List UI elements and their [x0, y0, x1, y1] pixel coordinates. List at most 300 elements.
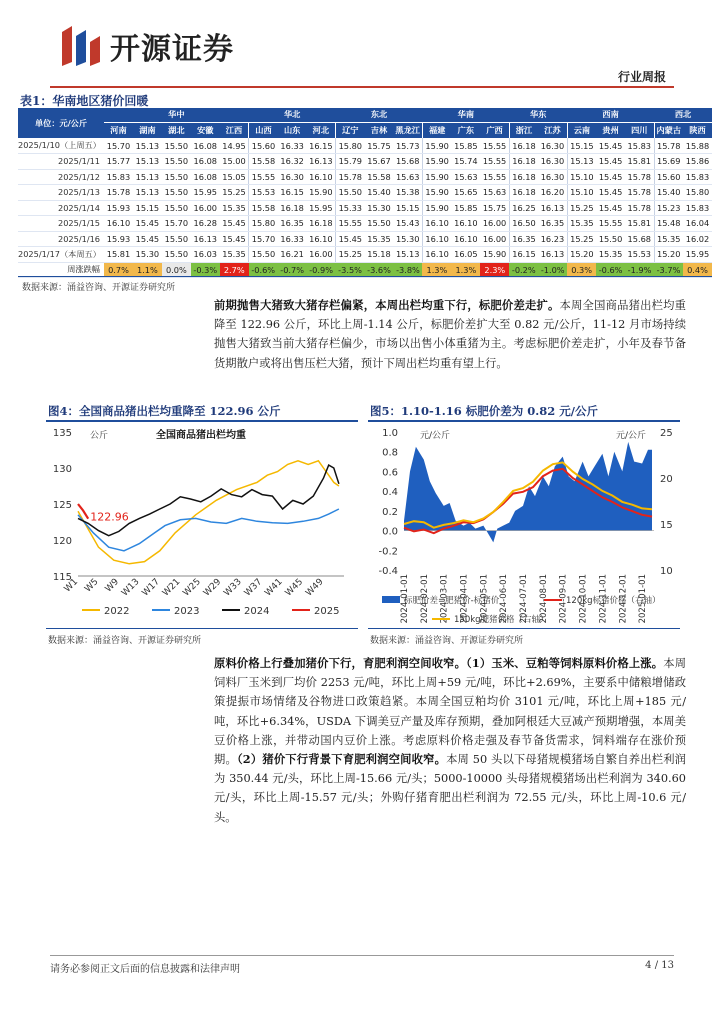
- price-cell: 15.68: [393, 154, 422, 170]
- price-cell: 16.35: [278, 216, 307, 232]
- price-cell: 15.55: [249, 169, 278, 185]
- price-cell: 15.00: [220, 154, 249, 170]
- price-cell: 15.55: [480, 169, 509, 185]
- table-row: [18, 169, 712, 185]
- price-cell: 15.55: [480, 138, 509, 154]
- price-cell: 16.03: [191, 247, 220, 263]
- price-cell: 15.35: [567, 216, 596, 232]
- y-right-tick-label: 15: [660, 520, 673, 531]
- x-tick-label: W5: [83, 577, 101, 595]
- province-header: 四川: [625, 122, 654, 138]
- price-cell: 15.40: [365, 185, 394, 201]
- y-tick-label: 135: [52, 428, 72, 439]
- province-header: 河南: [104, 122, 133, 138]
- y-left-tick-label: 0.0: [382, 526, 398, 538]
- fig5-title-rule: [368, 420, 680, 422]
- price-cell: 15.81: [625, 216, 654, 232]
- price-cell: 15.93: [104, 200, 133, 216]
- price-cell: 15.45: [596, 200, 625, 216]
- price-cell: 15.45: [596, 169, 625, 185]
- region-group-header: 华南: [422, 108, 509, 122]
- fig5-bottom-rule: [368, 628, 680, 629]
- price-cell: 16.18: [509, 185, 538, 201]
- row-date: 2025/1/17（本周五）: [18, 247, 104, 263]
- price-cell: 15.58: [249, 200, 278, 216]
- change-cell: 0.3%: [567, 262, 596, 278]
- price-cell: 16.10: [307, 169, 336, 185]
- change-cell: -3.8%: [393, 262, 422, 278]
- row-date: 2025/1/13: [18, 185, 104, 201]
- paragraph-cost-body2: 本周 50 头以下母猪规模猪场自繁自养出栏利润为 350.44 元/头，环比上周-15.66 元/头；5000-10000 头母猪规模猪场出栏利润为 340.60 元/头，环比上周-15.57 元/头；外购仔猪育肥出栏利润为 72.55 元/头，环比上周-10.6 元/头。: [214, 753, 686, 824]
- price-cell: 15.30: [365, 200, 394, 216]
- y-right-tick-label: 20: [660, 474, 673, 485]
- change-cell: -3.7%: [654, 262, 683, 278]
- x-tick-label: 2024-04-01: [459, 574, 470, 624]
- price-cell: 15.93: [104, 231, 133, 247]
- y-right-axis-label: 元/公斤: [616, 431, 647, 441]
- province-header: 福建: [422, 122, 451, 138]
- fig5-chart: [366, 424, 682, 628]
- price-cell: 16.08: [191, 138, 220, 154]
- price-cell: 15.05: [220, 169, 249, 185]
- change-cell: 2.7%: [220, 262, 249, 278]
- price-cell: 16.33: [278, 231, 307, 247]
- y-tick-label: 120: [52, 536, 72, 547]
- price-cell: 15.50: [162, 185, 191, 201]
- price-cell: 15.50: [249, 247, 278, 263]
- province-header: 广东: [451, 122, 480, 138]
- price-cell: 15.83: [625, 138, 654, 154]
- price-cell: 16.13: [538, 247, 567, 263]
- region-group-header: 华中: [104, 108, 249, 122]
- change-cell: -0.2%: [509, 262, 538, 278]
- y-right-tick-label: 25: [660, 428, 673, 439]
- price-cell: 15.45: [596, 185, 625, 201]
- price-cell: 15.69: [654, 154, 683, 170]
- price-cell: 15.70: [104, 138, 133, 154]
- legend-label: 2024: [244, 606, 270, 617]
- price-cell: 15.83: [104, 169, 133, 185]
- price-cell: 15.75: [365, 138, 394, 154]
- price-cell: 16.00: [191, 200, 220, 216]
- price-cell: 15.58: [365, 169, 394, 185]
- price-cell: 15.53: [625, 247, 654, 263]
- price-cell: 16.00: [307, 247, 336, 263]
- price-cell: 16.35: [538, 216, 567, 232]
- legend-label: 120kg标猪价格（右轴）: [566, 596, 661, 606]
- price-cell: 15.15: [567, 138, 596, 154]
- price-cell: 15.50: [162, 169, 191, 185]
- unit-label: 单位：元/公斤: [18, 108, 104, 138]
- price-cell: 15.63: [480, 185, 509, 201]
- province-header: 黑龙江: [393, 122, 422, 138]
- paragraph-weight: [214, 296, 686, 373]
- x-tick-label: W41: [263, 577, 285, 599]
- price-cell: 15.78: [336, 169, 365, 185]
- province-header: 云南: [567, 122, 596, 138]
- table-row: [18, 185, 712, 201]
- price-cell: 15.68: [625, 231, 654, 247]
- region-group-header: 东北: [336, 108, 423, 122]
- table-row: [18, 216, 712, 232]
- x-tick-label: 2024-03-01: [439, 574, 450, 624]
- y-left-tick-label: 0.6: [382, 467, 398, 479]
- price-cell: 15.80: [249, 216, 278, 232]
- price-cell: 16.23: [538, 231, 567, 247]
- logo-text: 开源证券: [110, 32, 234, 67]
- x-tick-label: W1: [62, 577, 81, 595]
- price-cell: 15.90: [422, 200, 451, 216]
- price-cell: 15.90: [422, 154, 451, 170]
- price-cell: 16.50: [509, 216, 538, 232]
- x-tick-label: 2025-01-01: [638, 574, 649, 624]
- price-cell: 15.83: [683, 169, 712, 185]
- price-cell: 15.18: [365, 247, 394, 263]
- province-header: 山东: [278, 122, 307, 138]
- price-cell: 15.25: [567, 200, 596, 216]
- price-cell: 15.50: [162, 231, 191, 247]
- y-left-tick-label: -0.2: [378, 546, 398, 558]
- price-cell: 15.25: [336, 247, 365, 263]
- province-header: 浙江: [509, 122, 538, 138]
- price-cell: 15.55: [596, 216, 625, 232]
- region-group-header: 华东: [509, 108, 567, 122]
- table-source: 数据来源：涌益咨询、开源证券研究所: [22, 283, 176, 293]
- change-cell: -3.5%: [336, 262, 365, 278]
- price-cell: 15.20: [567, 247, 596, 263]
- price-cell: 16.13: [307, 154, 336, 170]
- y-right-tick-label: 10: [660, 566, 673, 577]
- fig5-title: 图5：1.10-1.16 标肥价差为 0.82 元/公斤: [370, 404, 599, 418]
- price-cell: 15.45: [133, 216, 162, 232]
- province-header: 湖南: [133, 122, 162, 138]
- price-cell: 16.30: [538, 169, 567, 185]
- x-tick-label: 2024-11-01: [598, 574, 609, 624]
- price-cell: 15.90: [480, 247, 509, 263]
- x-tick-label: W25: [181, 577, 203, 599]
- price-cell: 15.83: [683, 200, 712, 216]
- x-tick-label: W17: [140, 577, 162, 599]
- price-cell: 15.25: [567, 231, 596, 247]
- price-cell: 15.90: [307, 185, 336, 201]
- price-cell: 15.90: [422, 169, 451, 185]
- price-cell: 15.78: [104, 185, 133, 201]
- region-group-header: 西北: [654, 108, 712, 122]
- price-cell: 15.30: [133, 247, 162, 263]
- price-cell: 15.95: [683, 247, 712, 263]
- price-cell: 16.15: [307, 138, 336, 154]
- province-header: 江苏: [538, 122, 567, 138]
- price-cell: 15.48: [654, 216, 683, 232]
- logo-icon: [58, 22, 104, 68]
- x-tick-label: 2024-02-01: [419, 574, 430, 624]
- price-cell: 16.18: [278, 200, 307, 216]
- legend-label: 标肥价差=肥猪价-标猪价: [404, 596, 500, 606]
- price-cell: 15.15: [393, 200, 422, 216]
- price-cell: 16.18: [509, 169, 538, 185]
- price-cell: 16.10: [451, 216, 480, 232]
- fig5-source: 数据来源：涌益咨询、开源证券研究所: [370, 636, 524, 646]
- price-cell: 15.15: [133, 200, 162, 216]
- fig4-title: 图4：全国商品猪出栏均重降至 122.96 公斤: [48, 404, 281, 418]
- price-cell: 16.08: [191, 154, 220, 170]
- price-cell: 15.10: [567, 185, 596, 201]
- price-cell: 15.35: [220, 247, 249, 263]
- x-tick-label: W29: [201, 577, 224, 599]
- price-cell: 15.75: [480, 200, 509, 216]
- province-header: 江西: [220, 122, 249, 138]
- price-cell: 16.00: [480, 216, 509, 232]
- price-cell: 15.80: [683, 185, 712, 201]
- price-cell: 15.23: [654, 200, 683, 216]
- footer-disclaimer: 请务必参阅正文后面的信息披露和法律声明: [50, 964, 240, 975]
- province-header: 陕西: [683, 122, 712, 138]
- price-cell: 16.30: [538, 154, 567, 170]
- row-date: 2025/1/10（上周五）: [18, 138, 104, 154]
- price-cell: 15.78: [625, 169, 654, 185]
- price-cell: 15.85: [451, 200, 480, 216]
- legend-label: 2023: [174, 606, 200, 617]
- province-header: 内蒙古: [654, 122, 683, 138]
- footer-divider: [50, 955, 674, 956]
- price-cell: 15.50: [162, 200, 191, 216]
- fig4-source: 数据来源：涌益咨询、开源证券研究所: [48, 636, 202, 646]
- price-cell: 15.50: [365, 216, 394, 232]
- price-cell: 16.02: [683, 231, 712, 247]
- chart-title: 全国商品猪出栏均重: [156, 430, 246, 441]
- price-cell: 15.70: [162, 216, 191, 232]
- price-cell: 15.81: [625, 154, 654, 170]
- region-group-header: 华北: [249, 108, 336, 122]
- price-cell: 16.35: [509, 231, 538, 247]
- price-cell: 15.85: [451, 138, 480, 154]
- price-cell: 14.95: [220, 138, 249, 154]
- price-cell: 15.86: [683, 154, 712, 170]
- x-tick-label: 2024-12-01: [618, 574, 629, 624]
- price-cell: 16.15: [509, 247, 538, 263]
- price-cell: 15.78: [625, 185, 654, 201]
- header-divider: [50, 86, 674, 88]
- price-cell: 15.50: [162, 247, 191, 263]
- price-table: [18, 108, 712, 278]
- y-left-tick-label: 1.0: [382, 428, 398, 439]
- y-tick-label: 115: [52, 572, 72, 583]
- price-cell: 15.78: [625, 200, 654, 216]
- price-cell: 15.50: [336, 185, 365, 201]
- price-cell: 15.13: [133, 169, 162, 185]
- legend-label: 150kg肥猪价格（右轴）: [454, 615, 549, 625]
- y-left-tick-label: 0.8: [382, 447, 398, 459]
- price-cell: 16.30: [278, 169, 307, 185]
- paragraph-cost: [214, 654, 686, 827]
- x-tick-label: 2024-01-01: [400, 574, 410, 624]
- price-cell: 15.78: [654, 138, 683, 154]
- paragraph-cost-lead2: （2）猪价下行背景下育肥利润空间收窄。: [236, 752, 447, 767]
- price-cell: 15.45: [133, 231, 162, 247]
- price-cell: 15.40: [654, 185, 683, 201]
- series-line-2024: [78, 465, 339, 536]
- x-tick-label: W33: [222, 577, 244, 599]
- price-cell: 15.45: [596, 138, 625, 154]
- change-cell: 1.3%: [451, 262, 480, 278]
- table-group-header: [18, 108, 712, 122]
- x-tick-label: W37: [242, 577, 265, 599]
- province-header: 湖北: [162, 122, 191, 138]
- price-cell: 15.88: [683, 138, 712, 154]
- paragraph-cost-body1: 本周饲料厂玉米到厂均价 2253 元/吨，环比上周+59 元/吨，环比+2.69%，主要系中储粮增储政策提振市场情绪及谷物进口政策趋紧。本周全国豆粕均价 3101 元/吨，环比上周+185 元/吨，环比+6.34%，USDA 下调美豆产量及库存预期，叠加阿根廷大豆减产预期增强，本周美豆价格上涨，并带动国内豆价上涨。考虑原料价格走强及春节备货需求，饲料端存在涨价预期。: [214, 657, 686, 767]
- row-date: 2025/1/15: [18, 216, 104, 232]
- price-cell: 16.00: [480, 231, 509, 247]
- price-cell: 16.20: [538, 185, 567, 201]
- price-cell: 15.55: [336, 216, 365, 232]
- fig4-bottom-rule: [46, 628, 358, 629]
- x-tick-label: 2024-06-01: [499, 574, 510, 624]
- price-cell: 16.28: [191, 216, 220, 232]
- row-date: 2025/1/11: [18, 154, 104, 170]
- y-left-axis-label: 元/公斤: [420, 431, 451, 441]
- price-cell: 15.13: [393, 247, 422, 263]
- price-cell: 15.30: [393, 231, 422, 247]
- price-cell: 15.45: [220, 216, 249, 232]
- price-cell: 16.10: [307, 231, 336, 247]
- y-axis-label: 公斤: [90, 431, 109, 441]
- price-cell: 16.13: [191, 231, 220, 247]
- paragraph-cost-lead: 原料价格上行叠加猪价下行，育肥利润空间收窄。（1）玉米、豆粕等饲料原料价格上涨。: [214, 656, 664, 670]
- province-header: 河北: [307, 122, 336, 138]
- change-cell: 0.0%: [162, 262, 191, 278]
- price-cell: 15.63: [393, 169, 422, 185]
- price-cell: 15.35: [365, 231, 394, 247]
- price-cell: 16.30: [538, 138, 567, 154]
- price-cell: 16.10: [422, 216, 451, 232]
- price-cell: 15.35: [596, 247, 625, 263]
- price-cell: 16.10: [422, 247, 451, 263]
- price-cell: 15.95: [191, 185, 220, 201]
- table-row: [18, 200, 712, 216]
- price-cell: 15.45: [220, 231, 249, 247]
- price-cell: 15.95: [307, 200, 336, 216]
- change-cell: -3.6%: [365, 262, 394, 278]
- price-cell: 16.13: [538, 200, 567, 216]
- price-cell: 15.20: [654, 247, 683, 263]
- price-cell: 16.10: [104, 216, 133, 232]
- province-header: 吉林: [365, 122, 394, 138]
- price-cell: 15.77: [104, 154, 133, 170]
- price-cell: 16.18: [509, 154, 538, 170]
- x-tick-label: W21: [160, 577, 183, 599]
- legend-swatch-area: [382, 596, 400, 603]
- price-cell: 16.05: [451, 247, 480, 263]
- price-cell: 15.13: [133, 154, 162, 170]
- price-cell: 15.73: [393, 138, 422, 154]
- price-cell: 15.38: [393, 185, 422, 201]
- page-number: 4 / 13: [645, 960, 674, 971]
- province-header: 山西: [249, 122, 278, 138]
- price-cell: 15.79: [336, 154, 365, 170]
- price-cell: 15.50: [162, 154, 191, 170]
- paragraph-weight-lead: 前期抛售大猪致大猪存栏偏紧，本周出栏均重下行，标肥价差走扩。: [214, 298, 560, 312]
- legend-label: 2025: [314, 606, 340, 617]
- price-cell: 15.13: [133, 185, 162, 201]
- province-header: 安徽: [191, 122, 220, 138]
- change-cell: -1.0%: [538, 262, 567, 278]
- price-cell: 15.45: [596, 154, 625, 170]
- x-tick-label: 2024-05-01: [479, 574, 490, 624]
- change-cell: -0.9%: [307, 262, 336, 278]
- x-tick-label: W13: [120, 577, 142, 599]
- price-cell: 15.45: [336, 231, 365, 247]
- change-cell: 1.1%: [133, 262, 162, 278]
- x-tick-label: W49: [304, 577, 326, 599]
- y-left-tick-label: 0.4: [382, 487, 398, 499]
- price-cell: 15.35: [654, 231, 683, 247]
- price-cell: 15.58: [249, 154, 278, 170]
- area-spread: [404, 442, 652, 543]
- price-cell: 15.60: [249, 138, 278, 154]
- price-cell: 16.32: [278, 154, 307, 170]
- price-cell: 15.35: [220, 200, 249, 216]
- province-header: 广西: [480, 122, 509, 138]
- price-cell: 15.60: [654, 169, 683, 185]
- price-cell: 16.10: [451, 231, 480, 247]
- change-cell: -1.9%: [625, 262, 654, 278]
- price-cell: 16.18: [307, 216, 336, 232]
- x-tick-label: 2024-10-01: [578, 574, 589, 624]
- price-cell: 15.81: [104, 247, 133, 263]
- table-row: [18, 247, 712, 263]
- price-cell: 16.08: [191, 169, 220, 185]
- table-row: [18, 154, 712, 170]
- price-cell: 15.65: [451, 185, 480, 201]
- y-tick-label: 130: [52, 464, 72, 475]
- price-cell: 16.10: [422, 231, 451, 247]
- row-date: 2025/1/16: [18, 231, 104, 247]
- change-cell: 2.3%: [480, 262, 509, 278]
- table-caption: 表1：华南地区猪价回暖: [20, 94, 149, 108]
- report-type: 行业周报: [617, 70, 666, 84]
- table-row: [18, 231, 712, 247]
- region-group-header: 西南: [567, 108, 654, 122]
- province-header: 辽宁: [336, 122, 365, 138]
- change-cell: -0.6%: [249, 262, 278, 278]
- price-cell: 16.33: [278, 138, 307, 154]
- price-cell: 15.25: [220, 185, 249, 201]
- price-cell: 15.90: [422, 138, 451, 154]
- x-tick-label: W9: [103, 577, 122, 595]
- y-left-tick-label: -0.4: [378, 566, 398, 577]
- price-cell: 15.13: [133, 138, 162, 154]
- price-cell: 15.43: [393, 216, 422, 232]
- price-cell: 15.67: [365, 154, 394, 170]
- change-cell: -0.7%: [278, 262, 307, 278]
- price-cell: 16.25: [509, 200, 538, 216]
- price-cell: 15.63: [451, 169, 480, 185]
- table-row: [18, 138, 712, 154]
- price-cell: 16.04: [683, 216, 712, 232]
- x-tick-label: 2024-08-01: [538, 574, 549, 624]
- y-tick-label: 125: [52, 500, 72, 511]
- price-cell: 15.50: [596, 231, 625, 247]
- price-cell: 15.90: [422, 185, 451, 201]
- price-cell: 15.55: [480, 154, 509, 170]
- price-cell: 15.10: [567, 169, 596, 185]
- paragraph-weight-body: 本周全国商品猪出栏均重降至 122.96 公斤，环比上周-1.14 公斤，标肥价差扩大至 0.82 元/公斤，11-12 月市场持续抛售大猪致当前大猪存栏偏少，市场以出售小体重猪为主。考虑标肥价差走扩，小年及春节备货期散户或将出售压栏大猪，预计下周出栏均重有望上行。: [214, 299, 686, 370]
- fig4-chart: [44, 424, 360, 624]
- x-tick-label: 2024-07-01: [519, 574, 530, 624]
- change-cell: -0.3%: [191, 262, 220, 278]
- row-date: 2025/1/12: [18, 169, 104, 185]
- row-date: 2025/1/14: [18, 200, 104, 216]
